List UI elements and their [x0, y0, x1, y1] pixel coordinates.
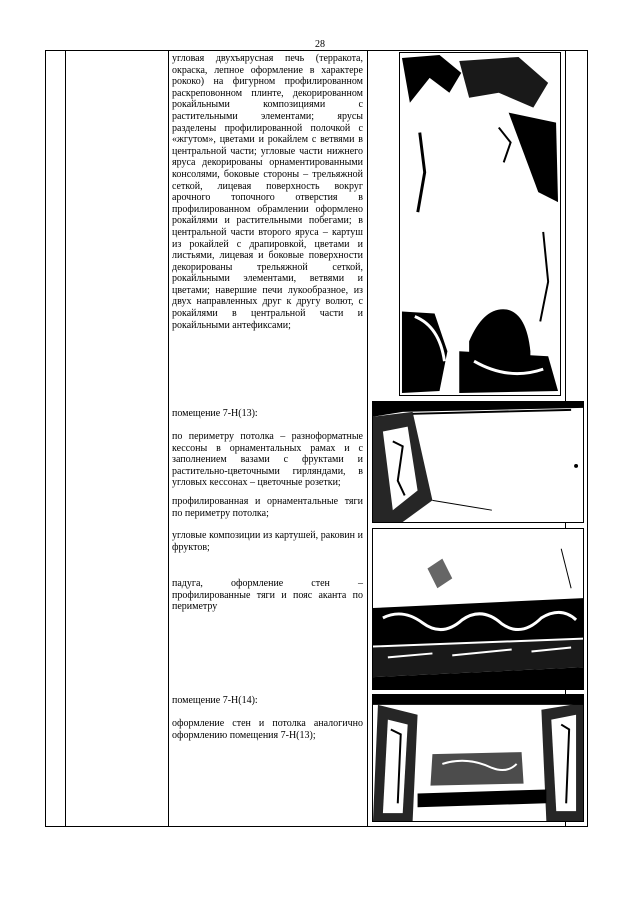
room-14-photo — [372, 694, 584, 822]
column-divider — [168, 51, 169, 826]
room-14-heading: помещение 7-Н(14): — [172, 695, 258, 706]
room-13-heading: помещение 7-Н(13): — [172, 408, 258, 419]
corner-compositions-description: угловые композиции из картушей, раковин и фруктов; — [172, 530, 363, 553]
stove-photo — [399, 52, 561, 396]
walls-description: оформление стен и потолка аналогично оформлению помещения 7-Н(13); — [172, 718, 363, 741]
column-divider — [367, 51, 368, 826]
padug-description: падуга, оформление стен – профилированные тяги и пояс аканта по периметру — [172, 578, 363, 613]
stove-description: угловая двухъярусная печь (терракота, окраска, лепное оформление в характере рококо) на фигурном профилированном раскреповонном плинте, декорированном рокайльными композициями с растительными элементами; ярусы разделены профилированной полочкой с «жгутом», цветами и рокайлем с ветвями в центральной части; угловые части нижнего яруса декорированы орнаментированными консолями, боковые стороны – трельяжной сеткой, лицевая поверхность вокруг арочного топочного отверстия в профилированном обрамлении оформлено рокайлями и растительными побегами; в центральной части второго яруса – картуш из рокайлей с драпировкой, цветами и листьями, лицевая и боковые поверхности декорированы трельяжной сеткой, рокайльными элементами, ветвями и цветами; навершие печи лукообразное, из двух направленных друг к другу волют, с рокайлями в центральной части и рокайльными антефиксами; — [172, 53, 363, 331]
column-divider — [65, 51, 66, 826]
coffers-description: по периметру потолка – разноформатные кессоны в орнаментальных рамах и с заполнением вазами с фруктами и растительно-цветочными гирляндами, в угловых кессонах – цветочные розетки; — [172, 431, 363, 489]
ceiling-photo — [372, 401, 584, 523]
frieze-photo — [372, 528, 584, 690]
page-number: 28 — [315, 39, 325, 50]
profiled-rods-description: профилированная и орнаментальные тяги по периметру потолка; — [172, 496, 363, 519]
